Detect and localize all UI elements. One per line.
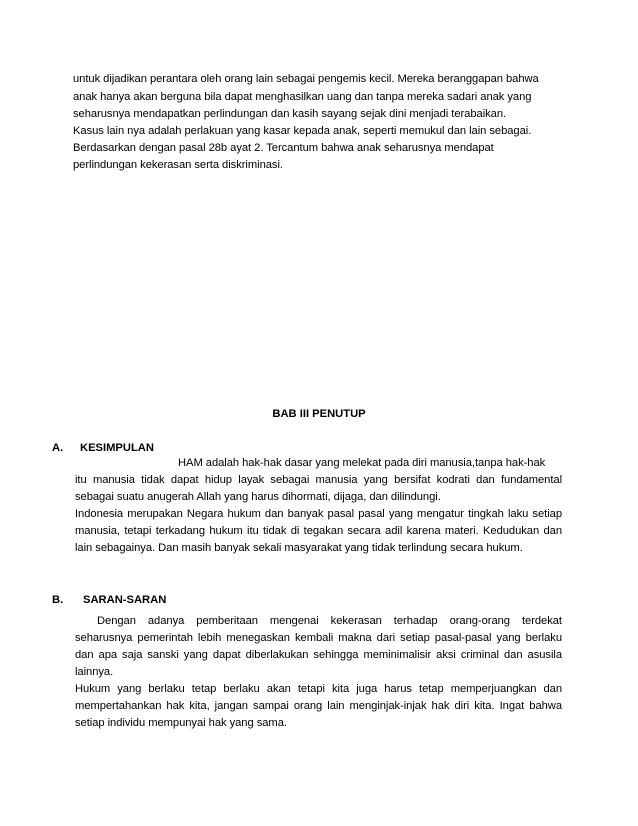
section-a-line: Indonesia merupakan Negara hukum dan banyak pasal pasal yang mengatur tingkah laku setiap [75,508,562,520]
intro-line: Berdasarkan dengan pasal 28b ayat 2. Tercantum bahwa anak seharusnya mendapat [73,142,494,154]
section-b-line: mempertahankan hak kita, jangan sampai orang lain menginjak-injak hak diri kita. Ingat bahwa [75,700,562,712]
section-b-line: lainnya. [75,666,114,678]
section-a-letter: A. [52,442,64,454]
intro-line: seharusnya mendapatkan perlindungan dan kasih sayang sejak dini menjadi terabaikan. [73,108,507,120]
section-a-line: lain sebagainya. Dan masih banyak sekali masyarakat yang tidak terlindung secara hukum. [75,542,523,554]
section-b-first-line: Dengan adanya pemberitaan mengenai kekerasan terhadap orang-orang terdekat [97,615,562,627]
section-b-line: setiap individu mempunyai hak yang sama. [75,717,287,729]
section-a-line: itu manusia tidak dapat hidup layak sebagai manusia yang bersifat kodrati dan fundamental [75,474,562,486]
section-b-line: seharusnya pemerintah lebih menegaskan kembali makna dari setiap pasal-pasal yang berlaku [75,632,562,644]
section-a-line: manusia, tetapi terkadang hukum itu tidak di tegakan secara adil karena materi. Kedudukan dan [75,525,562,537]
intro-line: Kasus lain nya adalah perlakuan yang kasar kepada anak, seperti memukul dan lain sebagai. [73,125,532,137]
section-b-line: Hukum yang berlaku tetap berlaku akan tetapi kita juga harus tetap memperjuangkan dan [75,683,562,695]
section-b-line: dan apa saja sanski yang dapat diberlakukan sehingga meminimalisir aksi criminal dan asusila [75,649,562,661]
intro-line: untuk dijadikan perantara oleh orang lain sebagai pengemis kecil. Mereka beranggapan bahwa [73,73,539,85]
section-b-title: SARAN-SARAN [83,594,167,606]
intro-line: perlindungan kekerasan serta diskriminasi. [73,159,283,171]
chapter-title: BAB III PENUTUP [272,408,366,420]
section-a-line: sebagai suatu anugerah Allah yang harus dihormati, dijaga, dan dilindungi. [75,491,441,503]
intro-line: anak hanya akan berguna bila dapat menghasilkan uang dan tanpa mereka sadari anak yang [73,91,532,103]
section-b-letter: B. [52,594,64,606]
section-a-first-line: HAM adalah hak-hak dasar yang melekat pada diri manusia,tanpa hak-hak [178,457,546,469]
section-a-title: KESIMPULAN [80,442,154,454]
